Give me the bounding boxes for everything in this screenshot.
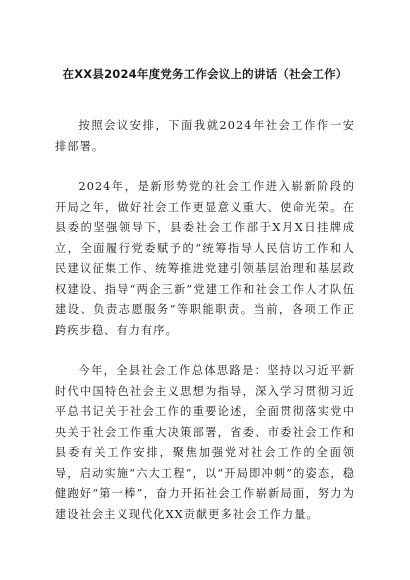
document-body bbox=[55, 116, 355, 545]
paragraph-background: 2024年，是新形势党的社会工作进入崭新阶段的开局之年，做好社会工作更显意义重大、使命光荣。在县委的坚强领导下，县委社会工作部于X月X日挂牌成立，全面履行党委赋予的“统筹指导人民信访工作和人民建议征集工作、统筹推进党建引领基层治理和基层政权建设、指导“两企三新”党建工作和社会工作人才队伍建设、负责志愿服务”等职能职责。当前，各项工作正跨疾步稳、有力有序。 bbox=[55, 180, 355, 337]
document-title: 在XX县2024年度党务工作会议上的讲话（社会工作） bbox=[62, 67, 348, 81]
paragraph-intro: 按照会议安排，下面我就2024年社会工作作一安排部署。 bbox=[55, 119, 355, 153]
paragraph-overall-approach: 今年，全县社会工作总体思路是：坚持以习近平新时代中国特色社会主义思想为指导，深入学习贯彻习近平总书记关于社会工作的重要论述，全面贯彻落实党中央关于社会工作重大决策部署，省委、市委社会工作和县委有关工作安排，聚焦加强党对社会工作的全面领导，启动实施“六大工程”，以“开局即冲刺”的姿态，稳健跑好“第一棒”，奋力开拓社会工作崭新局面，努力为建设社会主义现代化XX贡献更多社会工作力量。 bbox=[55, 364, 355, 521]
